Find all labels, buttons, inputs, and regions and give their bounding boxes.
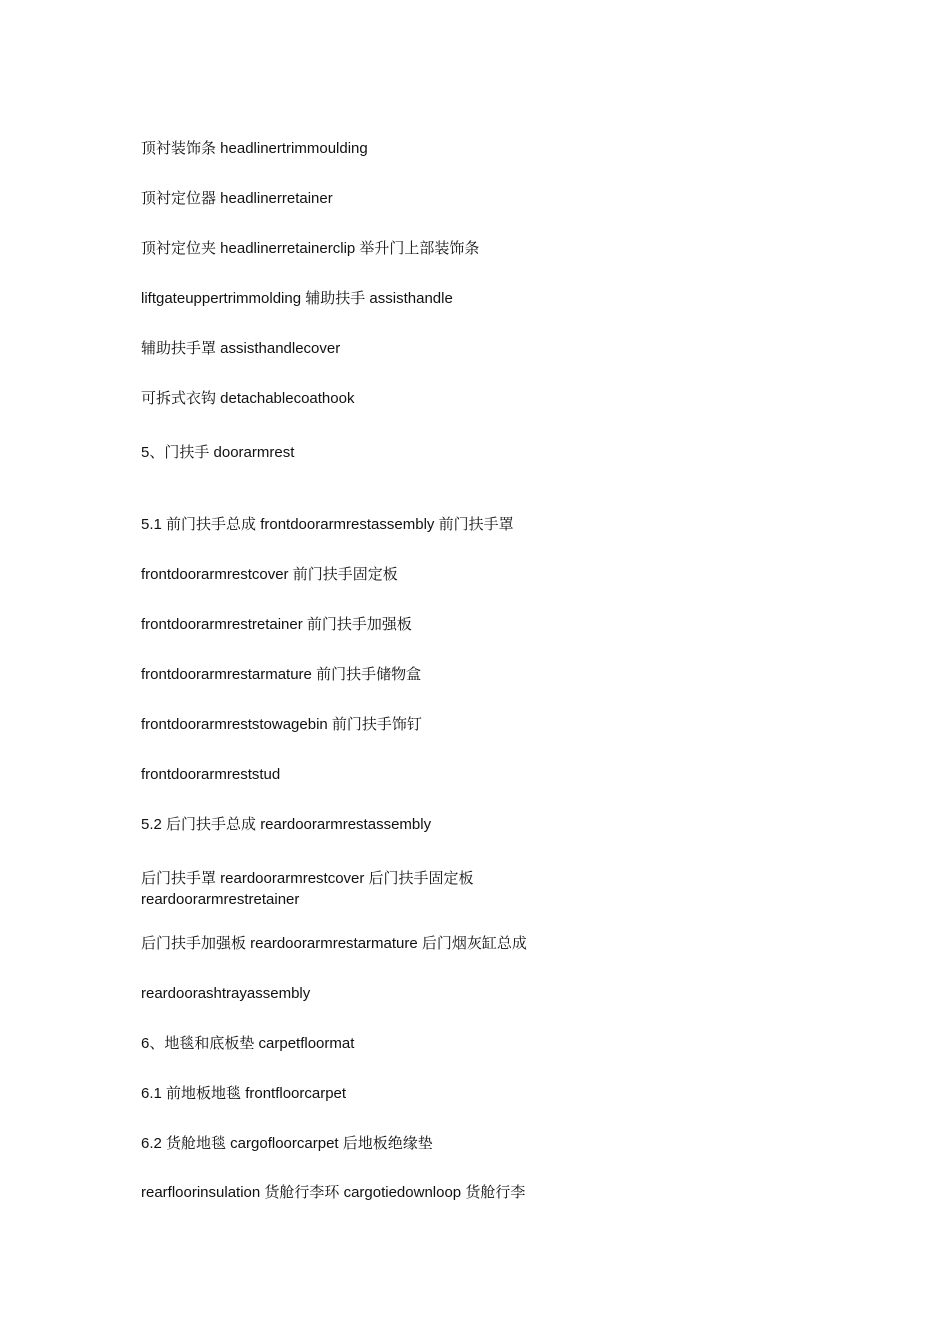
text-line: 顶衬装饰条 headlinertrimmoulding <box>141 140 368 157</box>
text-line: 后门扶手加强板 reardoorarmrestarmature 后门烟灰缸总成 <box>141 935 527 952</box>
text-line: 6.2 货舱地毯 cargofloorcarpet 后地板绝缘垫 <box>141 1135 433 1152</box>
text-line: frontdoorarmrestretainer 前门扶手加强板 <box>141 616 412 633</box>
text-line: reardoorashtrayassembly <box>141 985 311 1002</box>
text-line: 5.1 前门扶手总成 frontdoorarmrestassembly 前门扶手罩 <box>141 516 514 533</box>
text-line: 可拆式衣钩 detachablecoathook <box>141 390 355 407</box>
text-line: frontdoorarmreststud <box>141 766 281 783</box>
text-line: 顶衬定位夹 headlinerretainerclip 举升门上部装饰条 <box>141 240 480 257</box>
section-heading: 5、门扶手 doorarmrest <box>141 444 295 461</box>
text-line: 后门扶手罩 reardoorarmrestcover 后门扶手固定板 reardoorarmrestretainer <box>141 870 474 908</box>
text-line: 顶衬定位器 headlinerretainer <box>141 190 333 207</box>
text-line: liftgateuppertrimmolding 辅助扶手 assisthandle <box>141 290 453 307</box>
text-line: 辅助扶手罩 assisthandlecover <box>141 340 341 357</box>
text-line: frontdoorarmreststowagebin 前门扶手饰钉 <box>141 716 422 733</box>
section-heading: 6、地毯和底板垫 carpetfloormat <box>141 1035 355 1052</box>
text-line: 6.1 前地板地毯 frontfloorcarpet <box>141 1085 347 1102</box>
text-line: frontdoorarmrestcover 前门扶手固定板 <box>141 566 398 583</box>
text-line: rearfloorinsulation 货舱行李环 cargotiedownloop 货舱行李 <box>141 1184 526 1201</box>
text-line: frontdoorarmrestarmature 前门扶手储物盒 <box>141 666 422 683</box>
text-line: 5.2 后门扶手总成 reardoorarmrestassembly <box>141 816 432 833</box>
